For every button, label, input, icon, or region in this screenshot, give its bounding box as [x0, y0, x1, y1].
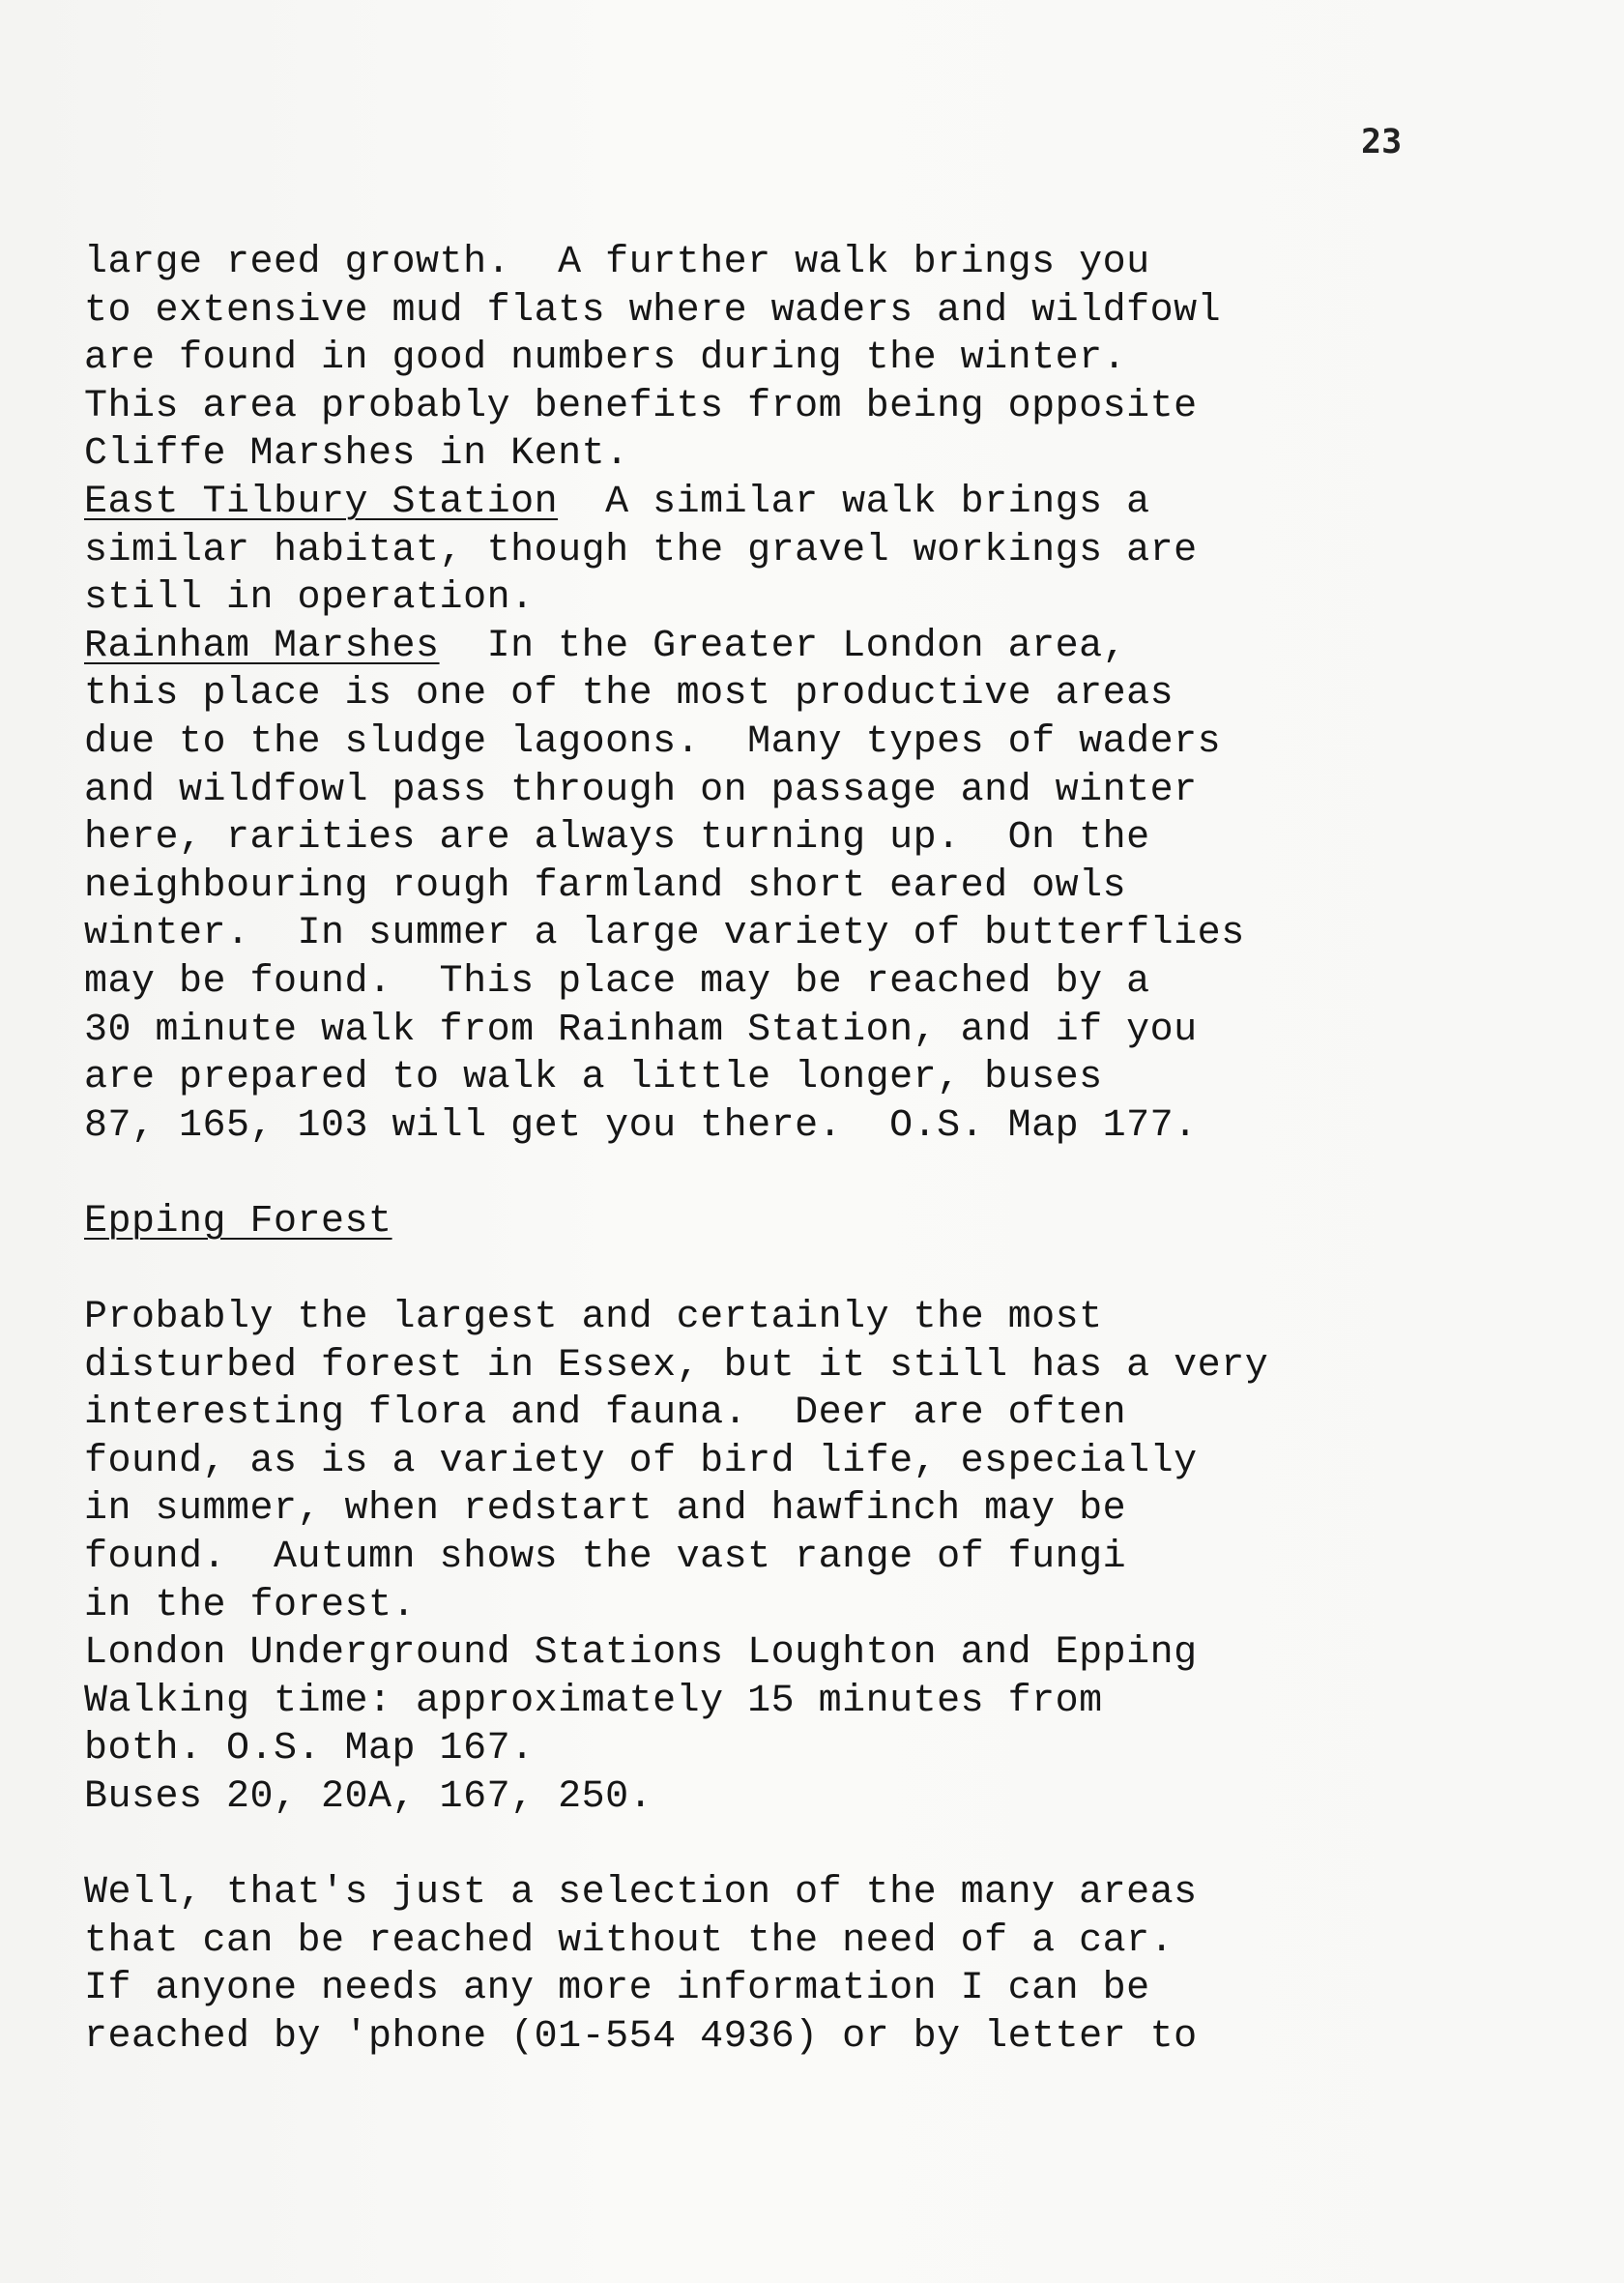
rainham-heading: Rainham Marshes	[84, 624, 440, 668]
text-fragment: In the Greater London area,	[439, 624, 1127, 668]
text-line: 87, 165, 103 will get you there. O.S. Map 177.	[84, 1103, 1198, 1148]
text-fragment: A similar walk brings a	[558, 480, 1150, 524]
spacer	[84, 1150, 1592, 1198]
text-line: to extensive mud flats where waders and wildfowl	[84, 288, 1222, 333]
text-line: are prepared to walk a little longer, buses	[84, 1056, 1103, 1100]
text-line: are found in good numbers during the winter.	[84, 337, 1127, 381]
epping-heading: Epping Forest	[84, 1199, 392, 1244]
text-line: due to the sludge lagoons. Many types of waders	[84, 719, 1222, 764]
text-line: both. O.S. Map 167.	[84, 1727, 535, 1771]
text-line: winter. In summer a large variety of butterflies	[84, 912, 1245, 956]
epping-heading-line	[84, 1198, 1592, 1246]
text-line: reached by 'phone (01-554 4936) or by letter to	[84, 2014, 1198, 2059]
text-line: Probably the largest and certainly the most	[84, 1296, 1103, 1340]
text-line: in the forest.	[84, 1583, 417, 1627]
text-line: If anyone needs any more information I can be	[84, 1967, 1150, 2011]
rainham-first-line	[84, 623, 1592, 671]
spacer	[84, 1822, 1592, 1870]
text-line: Buses 20, 20A, 167, 250.	[84, 1775, 653, 1819]
text-line: Cliffe Marshes in Kent.	[84, 432, 629, 477]
text-line: This area probably benefits from being opposite	[84, 384, 1198, 428]
text-line: large reed growth. A further walk brings you	[84, 241, 1150, 284]
page-number: 23	[1361, 123, 1403, 161]
text-line: in summer, when redstart and hawfinch may be	[84, 1487, 1127, 1532]
text-line: 30 minute walk from Rainham Station, and if you	[84, 1008, 1198, 1052]
text-line: disturbed forest in Essex, but it still has a very	[84, 1343, 1269, 1388]
text-line: Walking time: approximately 15 minutes from	[84, 1679, 1103, 1723]
text-line: Well, that's just a selection of the many areas	[84, 1871, 1198, 1916]
text-line: this place is one of the most productive areas	[84, 672, 1174, 717]
text-line: here, rarities are always turning up. On the	[84, 816, 1150, 861]
text-line: found, as is a variety of bird life, especially	[84, 1439, 1198, 1483]
text-line: interesting flora and fauna. Deer are often	[84, 1391, 1127, 1436]
text-line: still in operation.	[84, 576, 535, 621]
text-line: and wildfowl pass through on passage and winter	[84, 768, 1198, 812]
text-line: that can be reached without the need of a car.	[84, 1918, 1174, 1963]
text-line: similar habitat, though the gravel workings are	[84, 528, 1198, 572]
east-tilbury-heading: East Tilbury Station	[84, 480, 559, 524]
text-line: neighbouring rough farmland short eared owls	[84, 863, 1127, 908]
text-line: found. Autumn shows the vast range of fungi	[84, 1536, 1127, 1580]
text-line: London Underground Stations Loughton and Epping	[84, 1631, 1198, 1676]
spacer	[84, 1245, 1592, 1294]
body-text	[84, 239, 1592, 2062]
text-line: may be found. This place may be reached by a	[84, 959, 1150, 1004]
east-tilbury-first-line	[84, 479, 1592, 527]
